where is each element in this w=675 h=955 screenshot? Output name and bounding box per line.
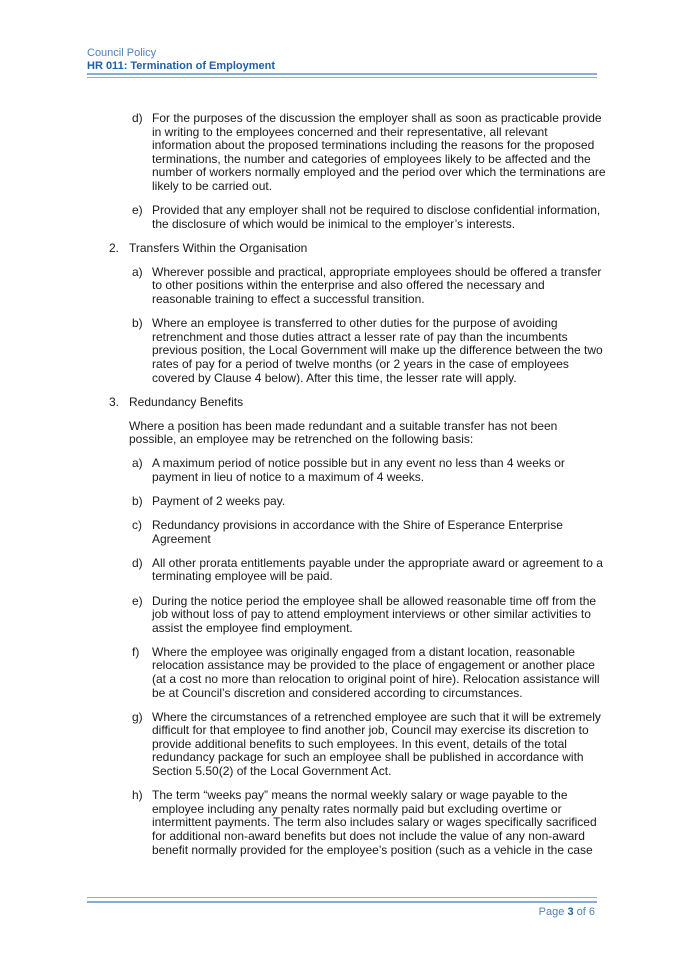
page-total: 6	[588, 906, 595, 918]
item-text: Provided that any employer shall not be required to disclose confidential information, the disclosure of which would be inimical to the employer’s interests.	[152, 203, 601, 231]
section-number: 3.	[109, 394, 120, 409]
item-text: Redundancy provisions in accordance with the Shire of Esperance Enterprise Agreement	[152, 518, 563, 546]
item-label: b)	[132, 494, 143, 509]
list-item	[132, 557, 607, 584]
header-rule-thin	[87, 77, 597, 78]
section-title: Transfers Within the Organisation	[129, 240, 308, 255]
list-item	[132, 595, 607, 636]
section-title: Redundancy Benefits	[129, 394, 244, 409]
list-item	[132, 317, 607, 385]
list-item	[132, 789, 607, 857]
item-label: d)	[132, 555, 143, 570]
header-policy-title: HR 011: Termination of Employment	[87, 60, 276, 72]
item-text: Wherever possible and practical, appropriate employees should be offered a transfer to other positions within the enterprise and also offered the necessary and reasonable training to effect a successful transition.	[152, 264, 602, 307]
header-policy-type: Council Policy	[87, 47, 157, 59]
item-text: During the notice period the employee shall be allowed reasonable time off from the job without loss of pay to attend employment interviews or other similar activities to assist the employee find employment.	[152, 593, 597, 635]
page-of: of	[576, 906, 586, 918]
list-item	[132, 112, 607, 194]
item-label: a)	[132, 264, 143, 279]
page-number	[539, 906, 595, 918]
page-header	[87, 47, 597, 73]
item-label: f)	[132, 644, 140, 659]
item-label: a)	[132, 456, 143, 471]
item-text: All other prorata entitlements payable under the appropriate award or agreement to a terminating employee will be paid.	[152, 555, 603, 584]
item-label: g)	[132, 709, 143, 724]
footer-rule-thick	[87, 901, 597, 903]
item-label: e)	[132, 593, 143, 608]
list-item	[132, 266, 607, 307]
item-text: Payment of 2 weeks pay.	[152, 494, 286, 509]
section-heading	[109, 396, 607, 410]
list-item	[132, 646, 607, 700]
policy-body	[87, 112, 607, 868]
list-item	[132, 204, 607, 231]
list-item	[132, 457, 607, 484]
section-heading	[109, 242, 607, 256]
item-label: c)	[132, 518, 142, 533]
item-text: The term “weeks pay” means the normal weekly salary or wage payable to the employee including any penalty rates normally paid but excluding overtime or intermittent payments. The term also includes salary or wages specifically sacrificed for additional non-award benefits but does not include the value of any non-award benefit normally provided for the employee’s position (such as a vehicle in the case	[152, 788, 597, 857]
item-text: Where an employee is transferred to other duties for the purpose of avoiding retrenchment and those duties attract a lesser rate of pay than the incumbents previous position, the Local Government will make up the difference between the two rates of pay for a period of twelve months (or 2 years in the case of employees covered by Clause 4 below). After this time, the lesser rate will apply.	[152, 316, 603, 385]
list-item	[132, 519, 607, 546]
item-text: A maximum period of notice possible but in any event no less than 4 weeks or payment in lieu of notice to a maximum of 4 weeks.	[152, 456, 565, 484]
page-word: Page	[538, 906, 565, 918]
item-label: h)	[132, 788, 143, 803]
item-label: d)	[132, 111, 143, 125]
item-label: e)	[132, 203, 143, 218]
section-paragraph: Where a position has been made redundant and a suitable transfer has not been possible, an employee may be retrenched on the following basis:	[129, 418, 558, 447]
list-item	[132, 495, 607, 509]
footer-rule-thin	[87, 897, 597, 898]
page-current: 3	[567, 906, 574, 918]
list-item	[132, 711, 607, 779]
item-text: For the purposes of the discussion the employer shall as soon as practicable provide in writing to the employees concerned and their representative, all relevant information about the proposed terminations including the reasons for the proposed terminations, the number and categories of employees likely to be affected and the number of workers normally employed and the period over which the terminations are likely to be carried out.	[152, 111, 606, 193]
item-text: Where the circumstances of a retrenched employee are such that it will be extremely difficult for that employee to find another job, Council may exercise its discretion to provide additional benefits to such employees. In this event, details of the total redundancy package for such an employee shall be published in accordance with Section 5.50(2) of the Local Government Act.	[152, 709, 601, 779]
section-number: 2.	[109, 240, 120, 255]
item-label: b)	[132, 316, 143, 331]
header-rule-thick	[87, 73, 597, 75]
item-text: Where the employee was originally engaged from a distant location, reasonable relocation assistance may be provided to the place of engagement or another place (at a cost no more than relocation to original point of hire). Relocation assistance will be at Council’s discretion and considered according to circumstances.	[152, 644, 600, 700]
